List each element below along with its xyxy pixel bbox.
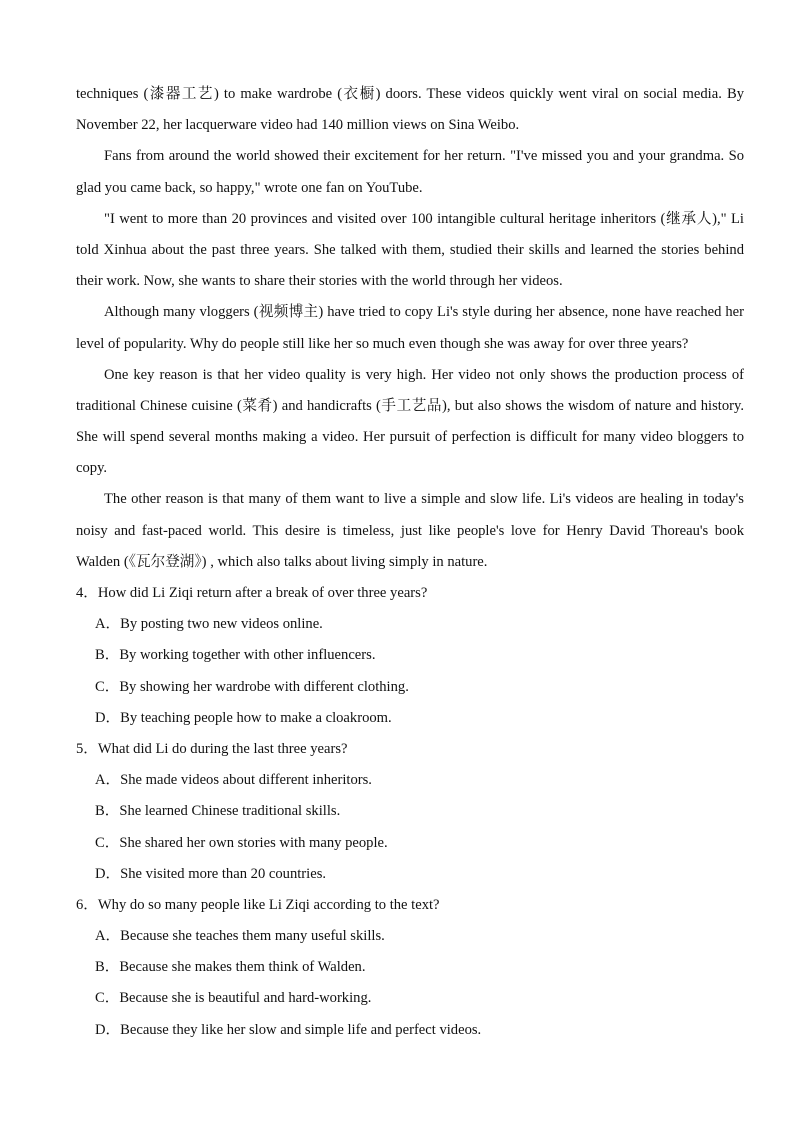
- passage-line: Although many vloggers (视频博主) have tried to copy Li's style during her absence, none have reached her: [104, 304, 744, 321]
- passage-line: She will spend several months making a video. Her pursuit of perfection is difficult for many video bloggers to: [76, 429, 744, 446]
- passage-line: level of popularity. Why do people still like her so much even though she was away for over three years?: [76, 335, 689, 352]
- answer-option: A．By posting two new videos online.: [95, 616, 323, 633]
- answer-option: B．By working together with other influencers.: [95, 647, 376, 664]
- passage-line: November 22, her lacquerware video had 140 million views on Sina Weibo.: [76, 117, 520, 134]
- passage-line: One key reason is that her video quality is very high. Her video not only shows the production process of: [104, 366, 744, 383]
- passage-line: Walden (《瓦尔登湖》) , which also talks about living simply in nature.: [76, 553, 488, 570]
- passage-line: Fans from around the world showed their excitement for her return. "I've missed you and your grandma. So: [104, 148, 744, 165]
- question-stem: 4．How did Li Ziqi return after a break of over three years?: [76, 585, 428, 601]
- answer-option: B．Because she makes them think of Walden.: [95, 959, 366, 976]
- answer-option: D．By teaching people how to make a cloakroom.: [95, 709, 392, 726]
- passage-line: noisy and fast-paced world. This desire is timeless, just like people's love for Henry David Thoreau's book: [76, 522, 744, 539]
- question-stem: 5．What did Li do during the last three years?: [76, 740, 348, 757]
- answer-option: B．She learned Chinese traditional skills.: [95, 803, 341, 820]
- answer-option: C．Because she is beautiful and hard-working.: [95, 990, 372, 1007]
- question-stem: 6．Why do so many people like Li Ziqi according to the text?: [76, 896, 440, 913]
- passage-line: techniques (漆器工艺) to make wardrobe (衣橱) doors. These videos quickly went viral on social media. By: [76, 86, 744, 102]
- passage-line: copy.: [76, 460, 108, 477]
- answer-option: D．She visited more than 20 countries.: [95, 865, 327, 882]
- passage-line: traditional Chinese cuisine (菜肴) and handicrafts (手工艺品), but also shows the wisdom of nature and history.: [76, 397, 744, 414]
- passage-line: The other reason is that many of them want to live a simple and slow life. Li's videos are healing in today's: [104, 491, 744, 508]
- answer-option: A．Because she teaches them many useful skills.: [95, 928, 385, 945]
- answer-option: D．Because they like her slow and simple life and perfect videos.: [95, 1021, 482, 1038]
- document-content: [76, 79, 744, 1046]
- passage-line: glad you came back, so happy," wrote one fan on YouTube.: [76, 179, 423, 196]
- passage-line: told Xinhua about the past three years. She talked with them, studied their skills and learned the stories behind: [76, 241, 744, 258]
- passage-line: "I went to more than 20 provinces and visited over 100 intangible cultural heritage inheritors (继承人)," Li: [104, 210, 744, 227]
- passage-line: their work. Now, she wants to share their stories with the world through her videos.: [76, 273, 563, 290]
- answer-option: C．She shared her own stories with many people.: [95, 834, 388, 851]
- answer-option: A．She made videos about different inheritors.: [95, 772, 372, 789]
- answer-option: C．By showing her wardrobe with different clothing.: [95, 678, 409, 695]
